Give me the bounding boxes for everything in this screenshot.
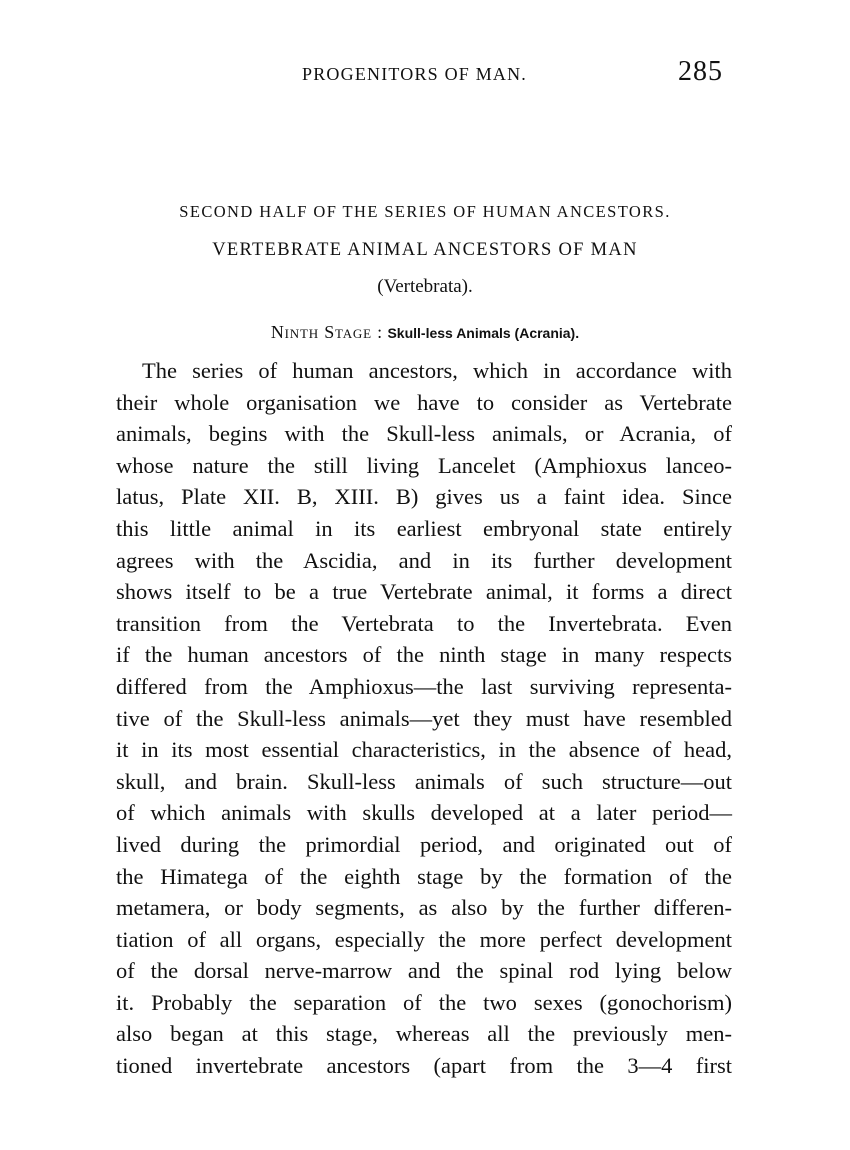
text-line: lived during the primordial period, and originated out of bbox=[116, 831, 732, 857]
text-line: if the human ancestors of the ninth stage in many respects bbox=[116, 642, 732, 668]
subsection-latin-name: (Vertebrata). bbox=[377, 276, 473, 297]
text-line: this little animal in its earliest embryonal state entirely bbox=[116, 515, 732, 541]
text-line: of which animals with skulls developed at a later period— bbox=[116, 800, 732, 826]
text-line: shows itself to be a true Vertebrate animal, it forms a direct bbox=[116, 579, 732, 605]
stage-title: Skull-less Animals (Acrania). bbox=[387, 325, 580, 341]
text-line: of the dorsal nerve-marrow and the spinal rod lying below bbox=[116, 958, 732, 984]
text-line: whose nature the still living Lancelet (Amphioxus lanceo- bbox=[116, 452, 732, 478]
text-line: their whole organisation we have to consider as Vertebrate bbox=[116, 389, 732, 415]
subsection-heading: VERTEBRATE ANIMAL ANCESTORS OF MAN bbox=[212, 240, 638, 260]
text-line: agrees with the Ascidia, and in its further development bbox=[116, 547, 732, 573]
body-paragraph bbox=[116, 355, 732, 1082]
text-line: skull, and brain. Skull-less animals of such structure—out bbox=[116, 768, 732, 794]
page-number: 285 bbox=[678, 56, 723, 87]
text-line: tioned invertebrate ancestors (apart from the 3—4 first bbox=[116, 1053, 732, 1079]
text-line: differed from the Amphioxus—the last surviving representa- bbox=[116, 673, 732, 699]
text-line: The series of human ancestors, which in accordance with bbox=[142, 358, 732, 383]
text-line: metamera, or body segments, as also by the further differen- bbox=[116, 895, 732, 921]
text-line: it in its most essential characteristics, in the absence of head, bbox=[116, 737, 732, 763]
text-line: transition from the Vertebrata to the Invertebrata. Even bbox=[116, 610, 732, 636]
text-line: tive of the Skull-less animals—yet they must have resembled bbox=[116, 705, 732, 731]
text-line: latus, Plate XII. B, XIII. B) gives us a faint idea. Since bbox=[116, 484, 732, 510]
text-line: tiation of all organs, especially the more perfect development bbox=[116, 926, 732, 952]
running-title: PROGENITORS OF MAN. bbox=[302, 64, 528, 84]
text-line: animals, begins with the Skull-less animals, or Acrania, of bbox=[116, 421, 732, 447]
section-heading: SECOND HALF OF THE SERIES OF HUMAN ANCESTORS. bbox=[179, 202, 671, 221]
text-line: the Himatega of the eighth stage by the formation of the bbox=[116, 863, 732, 889]
stage-prefix: Ninth Stage : bbox=[270, 322, 383, 342]
stage-heading bbox=[0, 322, 850, 343]
running-header bbox=[0, 58, 850, 98]
text-line: also began at this stage, whereas all the previously men- bbox=[116, 1021, 732, 1047]
text-line: it. Probably the separation of the two sexes (gonochorism) bbox=[116, 989, 732, 1015]
